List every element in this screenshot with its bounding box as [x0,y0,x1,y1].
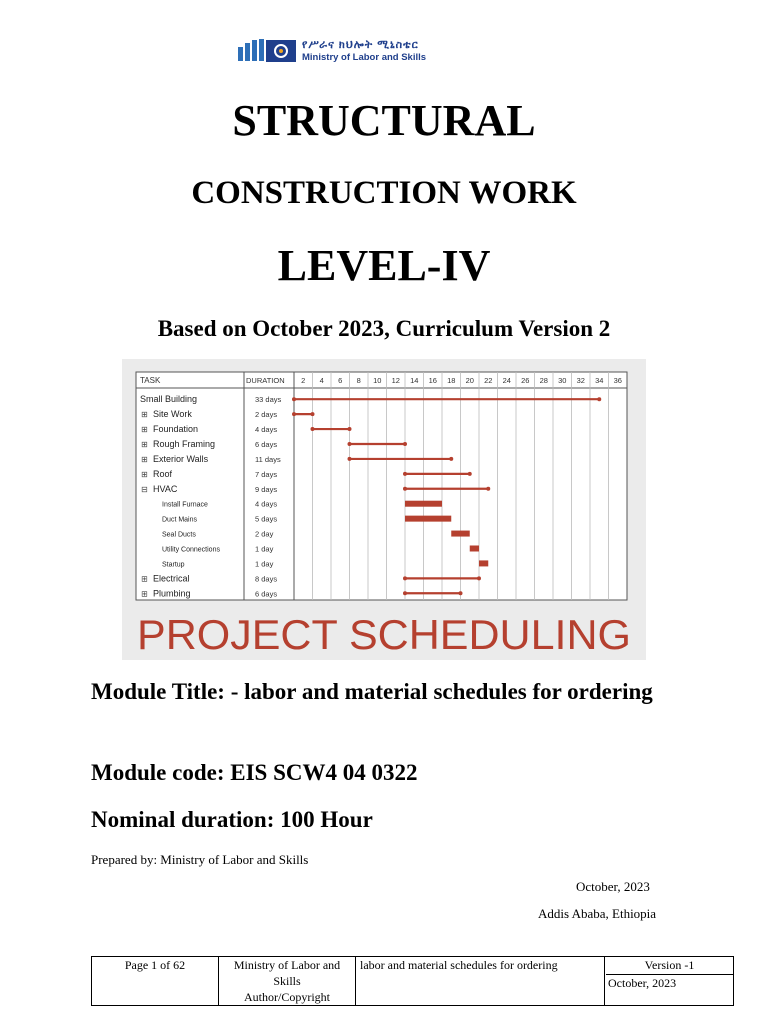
gantt-task-name: Roof [153,468,173,479]
gantt-week-tick: 18 [447,376,456,385]
gantt-task-name: Exterior Walls [153,453,209,464]
footer-page-cell [92,957,219,1005]
gantt-task-bar [405,516,451,522]
gantt-task-name: Plumbing [153,588,191,599]
gantt-task-duration: 9 days [255,484,278,494]
gantt-week-tick: 2 [301,376,306,385]
gantt-task-end-marker [468,472,472,476]
gantt-task-name: HVAC [153,483,178,494]
gantt-week-tick: 26 [521,376,530,385]
gantt-week-tick: 10 [373,376,382,385]
gantt-task-duration: 11 days [255,454,281,464]
footer-document-title: labor and material schedules for ordering [360,958,558,972]
gantt-task-start-marker [292,412,296,416]
gantt-task-end-marker [477,576,481,580]
gantt-task-name: Rough Framing [153,438,216,449]
gantt-task-name: Foundation [153,424,199,435]
gantt-task-duration: 1 day [255,544,274,554]
gantt-task-name: Install Furnace [162,501,208,509]
logo-english-text: Ministry of Labor and Skills [302,52,427,63]
gantt-task-end-marker [449,457,453,461]
footer-date: October, 2023 [608,976,677,990]
project-scheduling-image [122,359,646,660]
footer-author-cell [219,957,356,1005]
footer-page-number: Page 1 of 62 [124,958,186,972]
gantt-week-tick: 28 [539,376,548,385]
publication-place: Addis Ababa, Ethiopia [538,906,657,921]
gantt-task-end-marker [597,397,601,401]
gantt-task-duration: 1 day [255,559,274,569]
gantt-task-duration: 4 days [255,499,278,509]
gantt-task-duration: 6 days [255,439,278,449]
gantt-task-bar [405,501,442,507]
gantt-task-duration: 8 days [255,574,278,584]
gantt-week-tick: 20 [465,376,474,385]
nominal-duration: Nominal duration: 100 Hour [91,807,373,832]
module-code: Module code: EIS SCW4 04 0322 [91,760,418,785]
ministry-logo [238,38,500,66]
gantt-task-duration: 2 days [255,410,278,420]
gantt-task-name: Utility Connections [162,546,220,554]
gantt-week-tick: 22 [484,376,493,385]
gantt-week-tick: 14 [410,376,419,385]
gantt-week-tick: 16 [428,376,437,385]
gantt-week-tick: 34 [595,376,604,385]
gantt-task-name: Startup [162,561,185,569]
gantt-expander-icon: ⊟ [141,484,148,494]
gantt-chart [122,359,646,660]
gantt-task-name: Site Work [153,409,192,420]
gantt-task-start-marker [403,472,407,476]
gantt-task-bar [470,545,479,551]
title-construction-work: CONSTRUCTION WORK [191,175,577,211]
gantt-task-start-marker [292,397,296,401]
ministry-logo-icon [238,38,298,66]
gantt-task-duration: 7 days [255,469,278,479]
gantt-task-duration: 33 days [255,395,282,405]
gantt-task-duration: 4 days [255,425,278,435]
gantt-task-duration: 2 day [255,529,274,539]
gantt-task-name: Electrical [153,573,190,584]
gantt-task-end-marker [311,412,315,416]
gantt-task-start-marker [403,591,407,595]
gantt-task-end-marker [348,427,352,431]
gantt-task-end-marker [403,442,407,446]
gantt-expander-icon: ⊞ [141,574,148,584]
gantt-expander-icon: ⊞ [141,425,148,435]
footer-author-line1: Ministry of Labor and [233,958,341,972]
prepared-by: Prepared by: Ministry of Labor and Skills [91,852,309,867]
footer-title-cell [356,957,605,1005]
publication-date: October, 2023 [576,879,650,894]
gantt-task-start-marker [348,457,352,461]
footer-table [91,956,734,1006]
gantt-expander-icon: ⊞ [141,469,148,479]
gantt-week-tick: 12 [391,376,400,385]
gantt-task-name: Duct Mains [162,516,198,524]
gantt-task-start-marker [348,442,352,446]
gantt-expander-icon: ⊞ [141,410,148,420]
footer-author-line3: Author/Copyright [244,990,330,1004]
gantt-week-tick: 32 [576,376,585,385]
gantt-task-duration: 5 days [255,514,278,524]
gantt-week-tick: 36 [613,376,622,385]
gantt-week-tick: 4 [319,376,324,385]
module-title: Module Title: - labor and material schedules for ordering [91,679,653,704]
gantt-task-start-marker [403,487,407,491]
gantt-task-duration: 6 days [255,589,278,599]
gantt-expander-icon: ⊞ [141,589,148,599]
gantt-expander-icon: ⊞ [141,454,148,464]
gantt-task-start-marker [311,427,315,431]
gantt-header-duration: DURATION [246,376,285,385]
footer-version-cell [606,957,733,1005]
gantt-week-tick: 6 [338,376,343,385]
gantt-task-name: Seal Ducts [162,531,196,539]
gantt-expander-icon: ⊞ [141,439,148,449]
gantt-week-tick: 30 [558,376,567,385]
gantt-task-end-marker [486,487,490,491]
gantt-task-start-marker [403,576,407,580]
gantt-week-tick: 8 [356,376,361,385]
gantt-week-tick: 24 [502,376,511,385]
footer-version: Version -1 [606,957,733,975]
gantt-banner-title: PROJECT SCHEDULING [137,611,631,658]
gantt-task-bar [451,531,470,537]
title-structural: STRUCTURAL [232,96,536,145]
logo-amharic-text: የሥራና ክህሎት ሚኒስቴር [302,39,419,51]
title-level: LEVEL-IV [277,241,491,290]
curriculum-version: Based on October 2023, Curriculum Version 2 [157,316,611,341]
gantt-task-name: Small Building [140,394,198,405]
footer-author-line2: Skills [273,974,301,988]
gantt-task-end-marker [459,591,463,595]
gantt-header-task: TASK [140,376,161,385]
gantt-task-bar [479,560,488,566]
